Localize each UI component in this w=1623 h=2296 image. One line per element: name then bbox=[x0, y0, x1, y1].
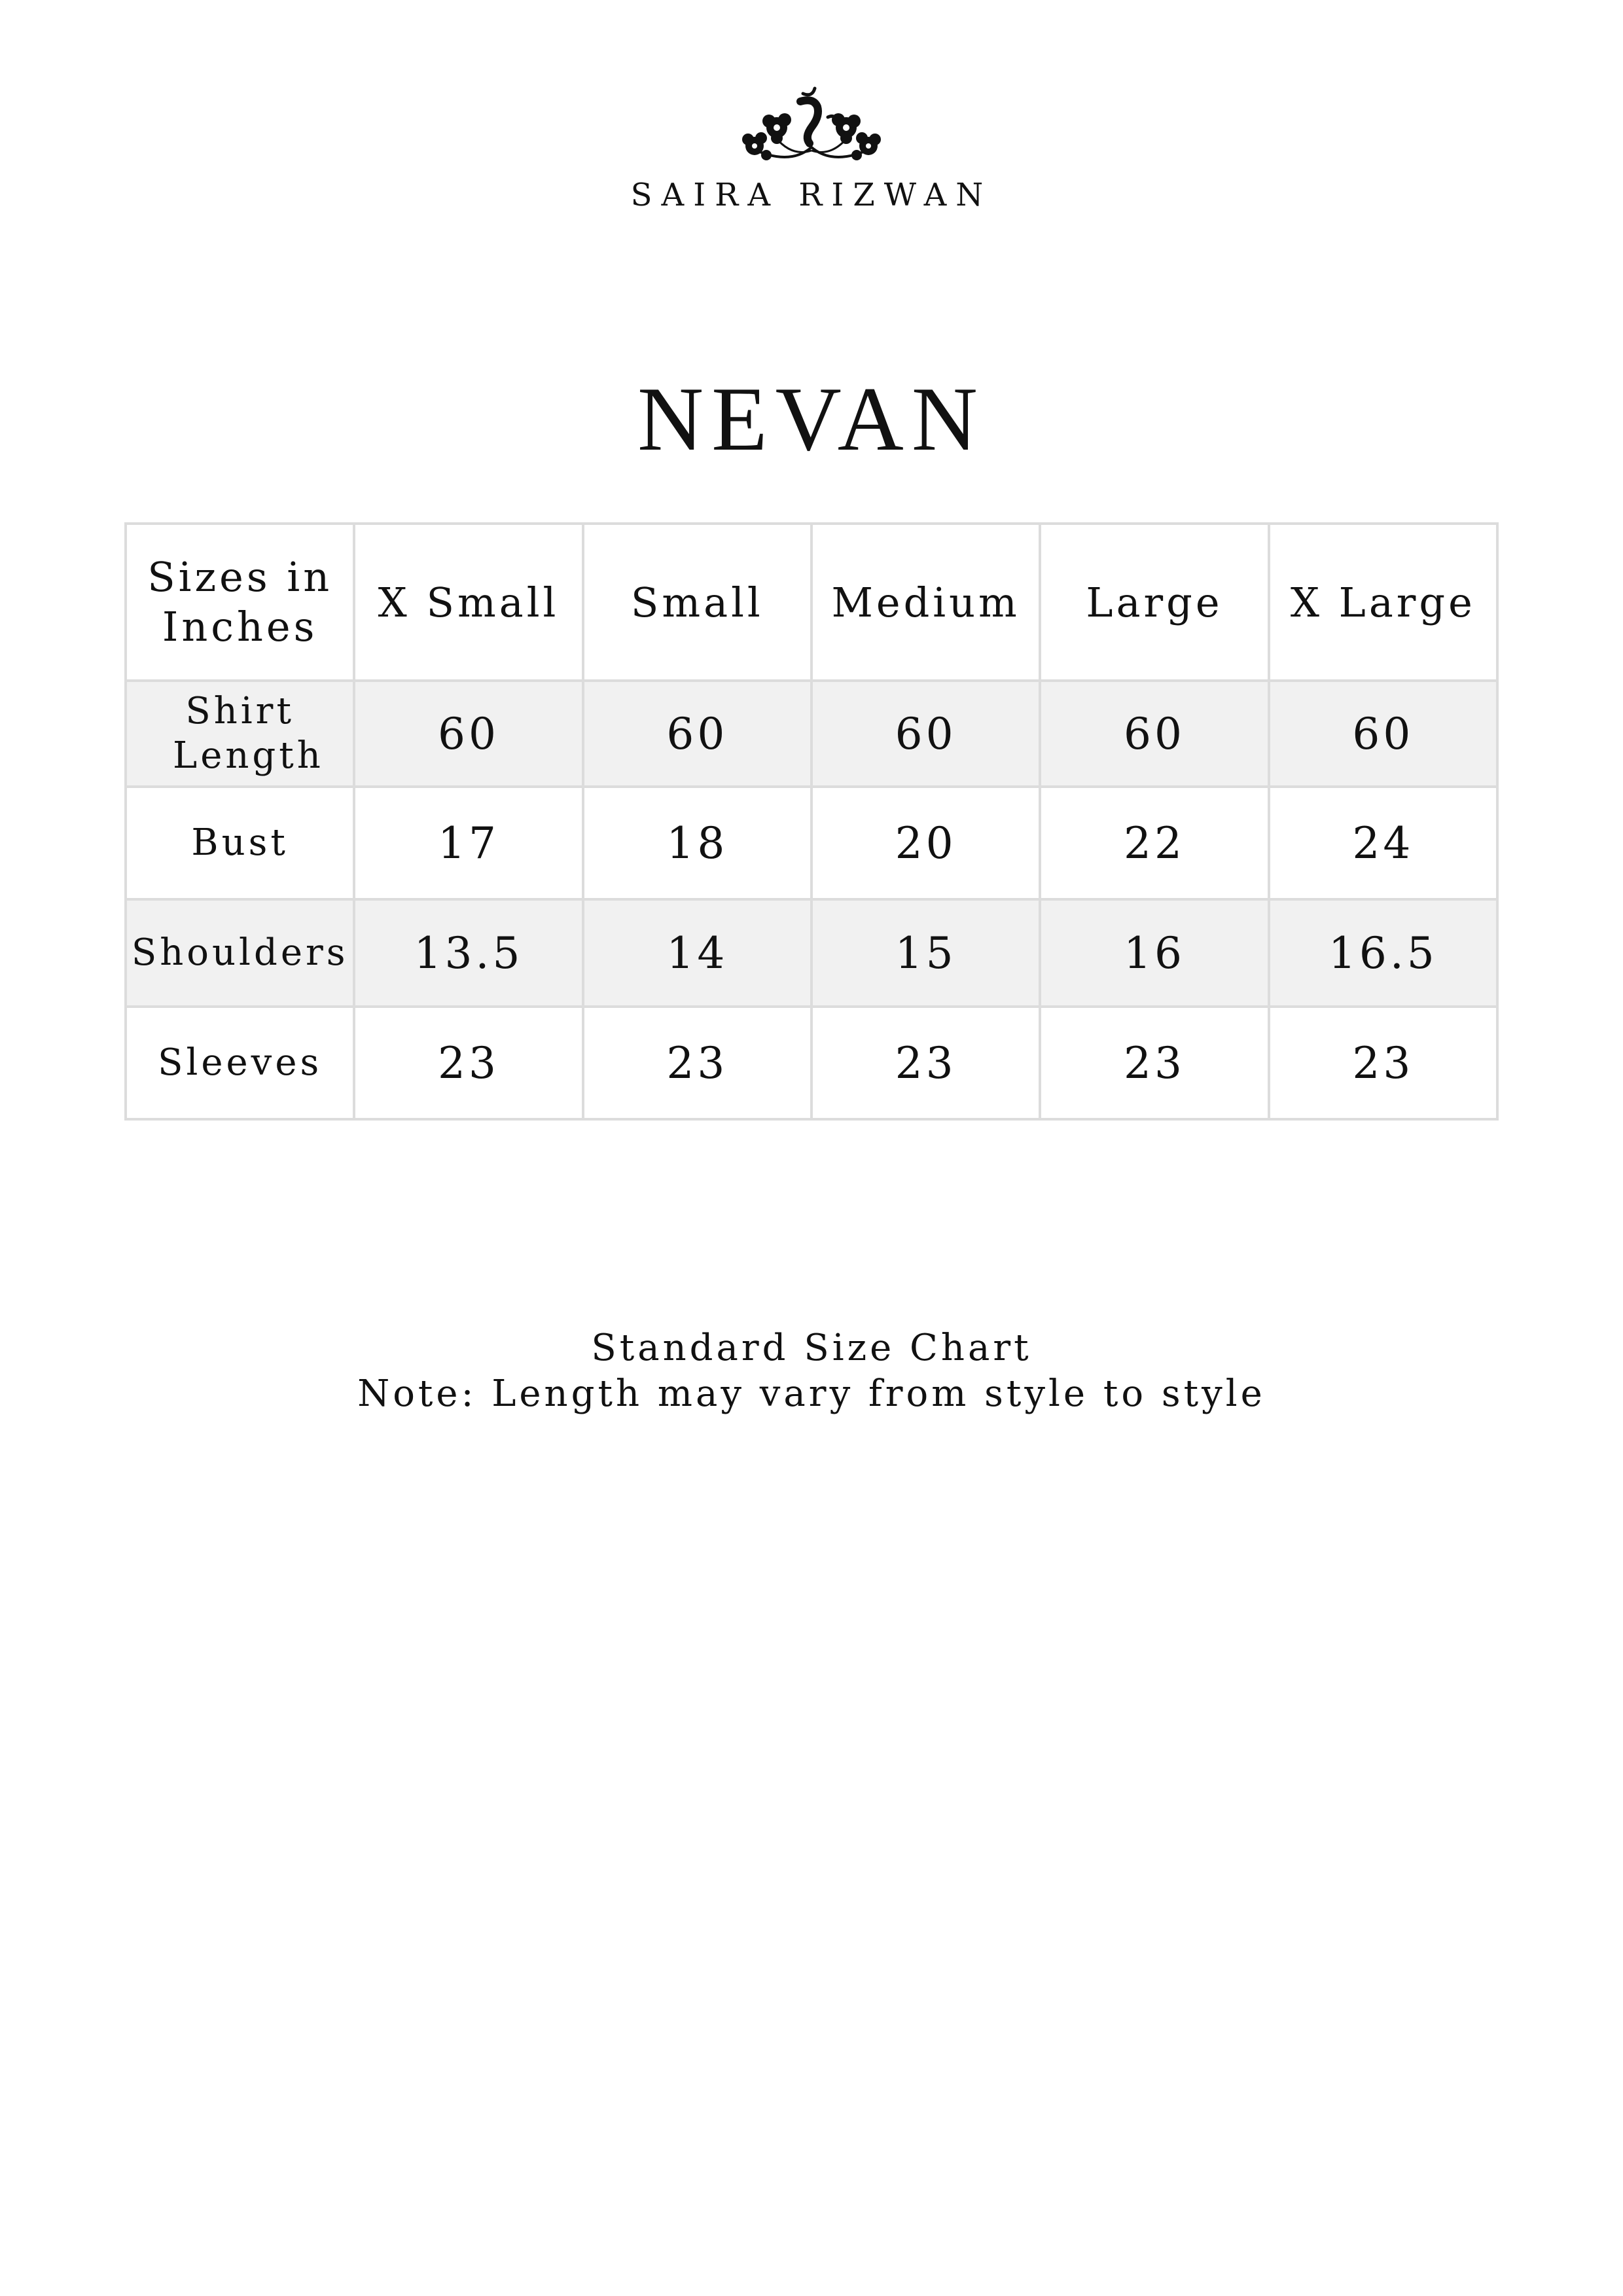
table-cell: 60 bbox=[354, 681, 582, 787]
brand-name: SAIRA RIZWAN bbox=[630, 177, 993, 213]
column-header: X Large bbox=[1269, 524, 1497, 681]
table-cell: 18 bbox=[583, 787, 812, 899]
table-cell: 23 bbox=[354, 1007, 582, 1119]
table-cell: 60 bbox=[1040, 681, 1268, 787]
table-cell: 23 bbox=[583, 1007, 812, 1119]
floral-monogram-icon bbox=[730, 75, 893, 173]
table-cell: 16 bbox=[1040, 899, 1268, 1007]
column-header: Small bbox=[583, 524, 812, 681]
table-cell: 20 bbox=[812, 787, 1040, 899]
table-cell: 23 bbox=[1269, 1007, 1497, 1119]
table-cell: 14 bbox=[583, 899, 812, 1007]
size-chart-table bbox=[124, 522, 1499, 1121]
column-header: X Small bbox=[354, 524, 582, 681]
table-cell: 60 bbox=[812, 681, 1040, 787]
table-cell: 15 bbox=[812, 899, 1040, 1007]
footer-note bbox=[0, 1325, 1623, 1417]
row-label: Bust bbox=[126, 787, 354, 899]
corner-label: Sizes in Inches bbox=[126, 524, 354, 681]
table-row bbox=[126, 681, 1497, 787]
table-row bbox=[126, 899, 1497, 1007]
table-cell: 23 bbox=[1040, 1007, 1268, 1119]
table-row bbox=[126, 787, 1497, 899]
table-cell: 17 bbox=[354, 787, 582, 899]
table-header-row bbox=[126, 524, 1497, 681]
table-cell: 60 bbox=[1269, 681, 1497, 787]
column-header: Large bbox=[1040, 524, 1268, 681]
table-cell: 23 bbox=[812, 1007, 1040, 1119]
page-title: NEVAN bbox=[637, 368, 986, 470]
row-label: Shirt Length bbox=[126, 681, 354, 787]
row-label: Sleeves bbox=[126, 1007, 354, 1119]
table-cell: 24 bbox=[1269, 787, 1497, 899]
table-cell: 13.5 bbox=[354, 899, 582, 1007]
footer-disclaimer: Note: Length may vary from style to style bbox=[357, 1372, 1266, 1415]
row-label: Shoulders bbox=[126, 899, 354, 1007]
table-cell: 22 bbox=[1040, 787, 1268, 899]
table-row bbox=[126, 1007, 1497, 1119]
table-cell: 16.5 bbox=[1269, 899, 1497, 1007]
column-header: Medium bbox=[812, 524, 1040, 681]
footer-title: Standard Size Chart bbox=[591, 1327, 1032, 1369]
table-cell: 60 bbox=[583, 681, 812, 787]
